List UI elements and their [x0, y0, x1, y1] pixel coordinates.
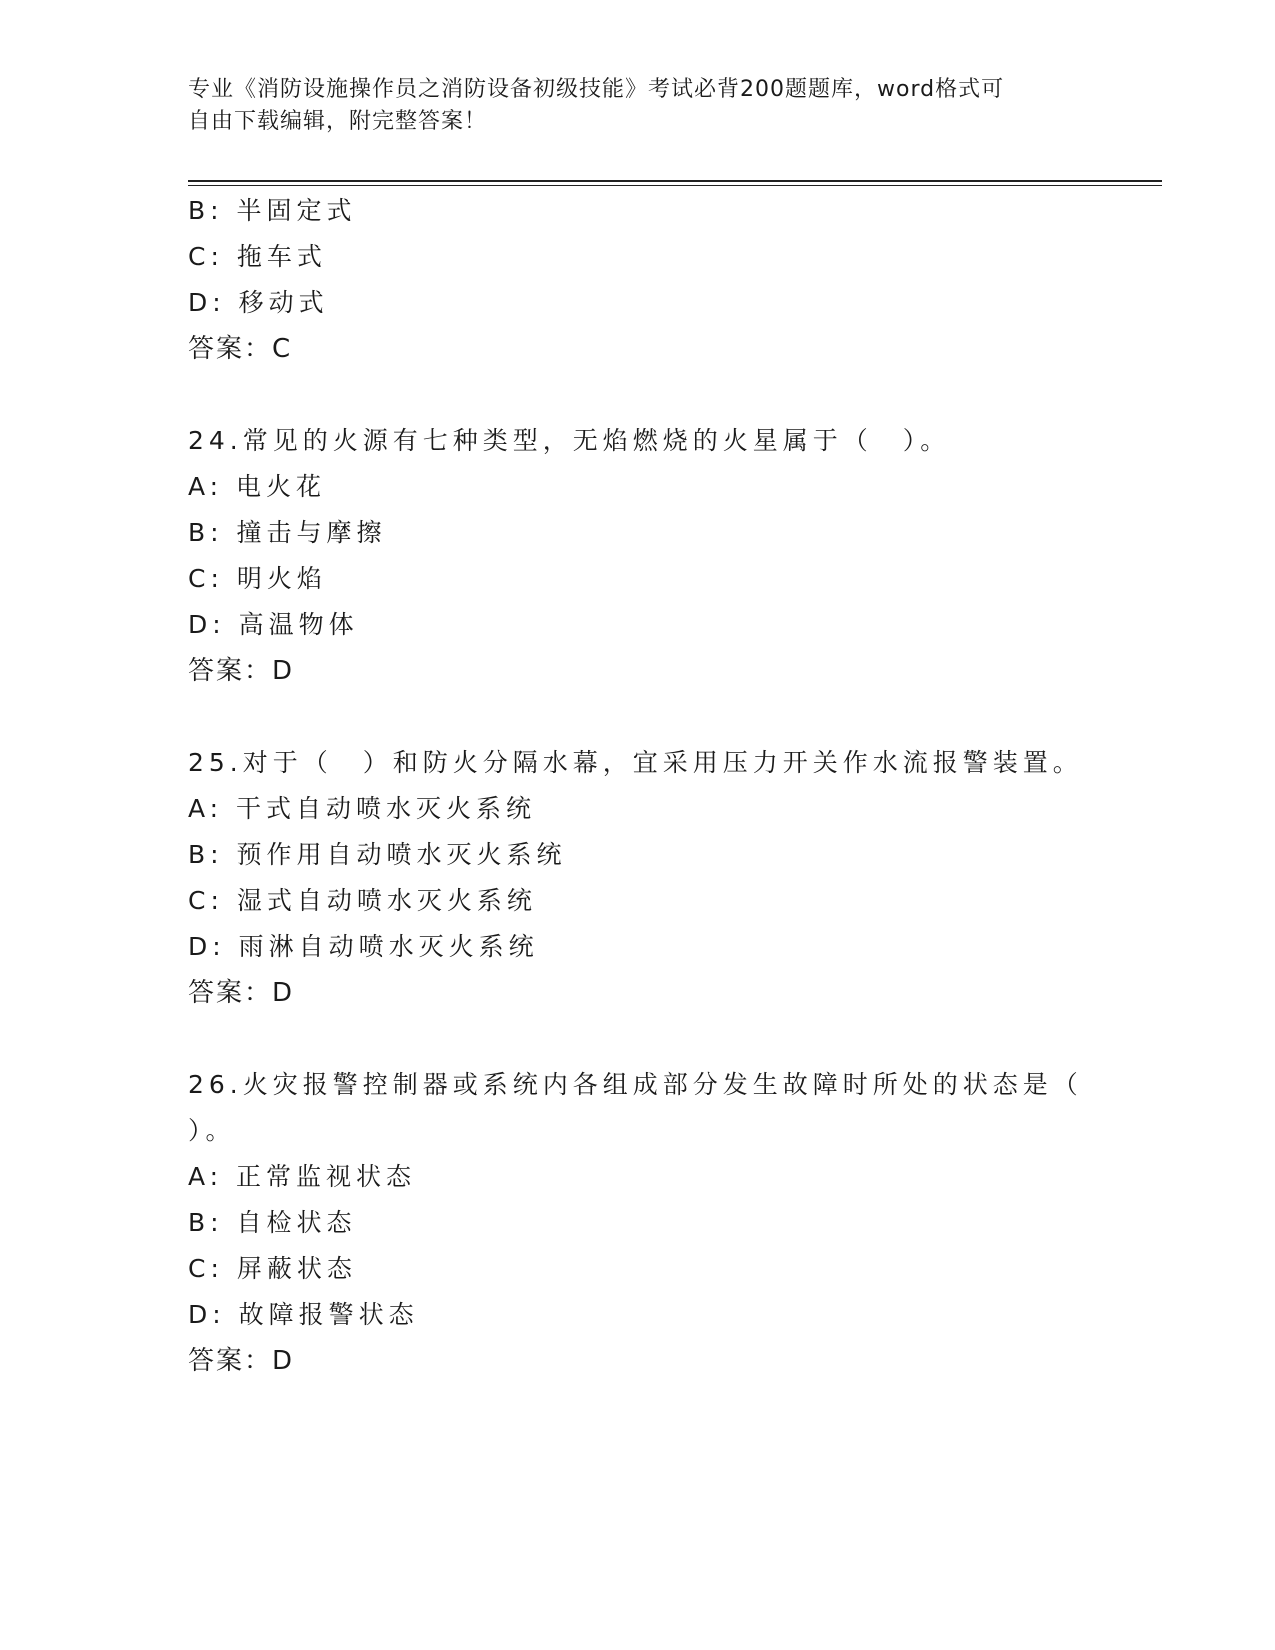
- option-d: D: 高温物体: [188, 610, 359, 639]
- question-stem: 24.常见的火源有七种类型，无焰燃烧的火星属于（ ）。: [188, 426, 951, 455]
- question-stem-line-1: 26.火灾报警控制器或系统内各组成部分发生故障时所处的状态是（: [188, 1070, 1083, 1099]
- option-a: A: 电火花: [188, 472, 327, 501]
- header-divider: [188, 180, 1162, 186]
- option-a: A: 正常监视状态: [188, 1162, 417, 1191]
- option-d: D: 雨淋自动喷水灭火系统: [188, 932, 539, 961]
- question-26: [188, 1062, 1088, 1384]
- question-25: [188, 740, 1088, 1016]
- option-a: A: 干式自动喷水灭火系统: [188, 794, 537, 823]
- question-stem: 25.对于（ ）和防火分隔水幕，宜采用压力开关作水流报警装置。: [188, 748, 1083, 777]
- answer-text: 答案：D: [188, 978, 295, 1008]
- option-c: C: 屏蔽状态: [188, 1254, 357, 1283]
- spacer: [188, 372, 1088, 418]
- answer-text: 答案：D: [188, 656, 295, 686]
- document-header: [188, 74, 1068, 138]
- option-b: B: 撞击与摩擦: [188, 518, 387, 547]
- option-c: C: 明火焰: [188, 564, 327, 593]
- answer-text: 答案：C: [188, 334, 293, 364]
- question-23-continued: [188, 188, 1088, 372]
- header-line-1: 专业《消防设施操作员之消防设备初级技能》考试必背200题题库，word格式可: [188, 77, 1005, 102]
- option-d: D: 移动式: [188, 288, 329, 317]
- option-c: C: 拖车式: [188, 242, 327, 271]
- spacer: [188, 1016, 1088, 1062]
- option-c: C: 湿式自动喷水灭火系统: [188, 886, 537, 915]
- option-b: B: 半固定式: [188, 196, 357, 225]
- option-b: B: 预作用自动喷水灭火系统: [188, 840, 567, 869]
- option-b: B: 自检状态: [188, 1208, 357, 1237]
- option-d: D: 故障报警状态: [188, 1300, 419, 1329]
- question-24: [188, 418, 1088, 694]
- header-line-2: 自由下载编辑，附完整答案！: [188, 109, 488, 134]
- question-list: [188, 188, 1088, 1384]
- spacer: [188, 694, 1088, 740]
- answer-text: 答案：D: [188, 1346, 295, 1376]
- question-stem-line-2: ）。: [188, 1116, 236, 1145]
